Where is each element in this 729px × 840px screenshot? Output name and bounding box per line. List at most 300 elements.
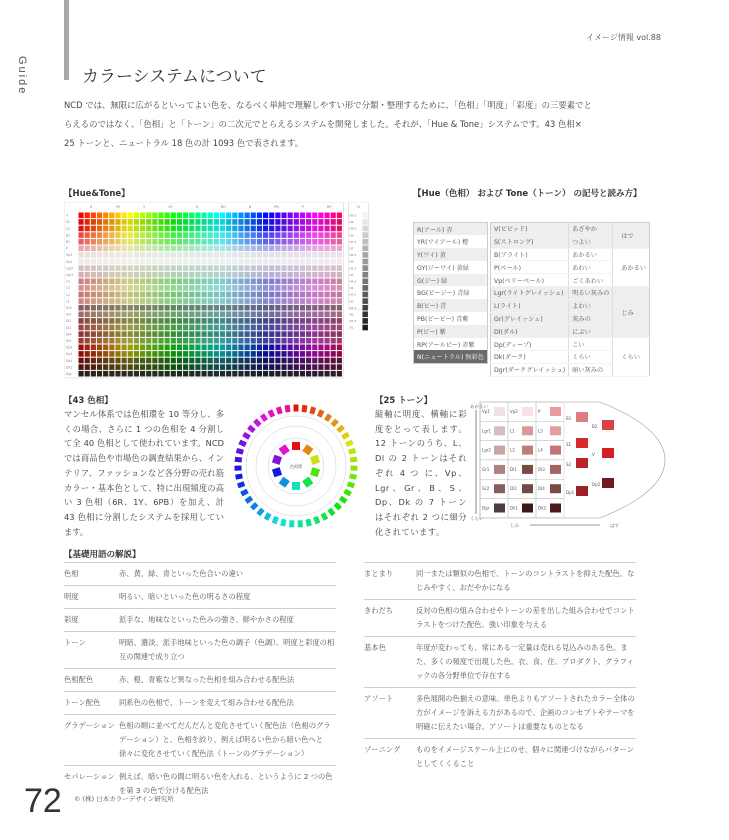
color-chip xyxy=(134,318,139,324)
color-chip xyxy=(165,226,170,232)
neutral-chip xyxy=(362,292,368,298)
color-chip xyxy=(79,338,84,344)
color-chip xyxy=(85,371,90,377)
tone-code: Dp(ディープ) xyxy=(491,338,569,351)
color-chip xyxy=(79,285,84,291)
color-chip xyxy=(325,364,330,370)
color-chip xyxy=(294,345,299,351)
color-chip xyxy=(115,305,120,311)
color-chip xyxy=(220,239,225,245)
color-chip xyxy=(257,252,262,258)
color-chip xyxy=(220,351,225,357)
color-chip xyxy=(318,358,323,364)
tone-reading: あわい xyxy=(569,261,613,274)
color-chip xyxy=(85,272,90,278)
color-chip xyxy=(208,213,213,219)
color-chip xyxy=(165,331,170,337)
tone-code: V(ビビッド) xyxy=(491,223,569,236)
color-chip xyxy=(97,292,102,298)
tone-cell-label: S2 xyxy=(566,462,572,467)
color-chip xyxy=(288,364,293,370)
color-chip xyxy=(306,285,311,291)
color-chip xyxy=(226,312,231,318)
color-chip xyxy=(331,371,336,377)
color-chip xyxy=(337,298,342,304)
color-chip xyxy=(325,272,330,278)
color-chip xyxy=(103,358,108,364)
color-chip xyxy=(269,318,274,324)
tone-row-label: Gr1 xyxy=(66,312,72,317)
color-chip xyxy=(245,351,250,357)
color-chip xyxy=(269,226,274,232)
color-chip xyxy=(134,292,139,298)
color-chip xyxy=(177,325,182,331)
color-chip xyxy=(281,364,286,370)
color-chip xyxy=(134,305,139,311)
color-chip xyxy=(312,331,317,337)
tone-cell-label: Dk2 xyxy=(538,505,546,511)
color-chip xyxy=(275,259,280,265)
color-chip xyxy=(288,265,293,271)
color-chip xyxy=(115,325,120,331)
color-chip xyxy=(294,298,299,304)
color-chip xyxy=(312,259,317,265)
term-description: 明るい、暗いといった色の明るさの程度 xyxy=(119,592,251,601)
color-chip xyxy=(122,325,127,331)
color-chip xyxy=(177,259,182,265)
color-chip xyxy=(195,226,200,232)
color-chip xyxy=(263,338,268,344)
color-chip xyxy=(103,213,108,219)
color-chip xyxy=(158,292,163,298)
color-chip xyxy=(294,364,299,370)
color-chip xyxy=(85,252,90,258)
color-chip xyxy=(109,305,114,311)
color-chip xyxy=(134,259,139,265)
color-chip xyxy=(122,364,127,370)
color-chip xyxy=(269,345,274,351)
tone-symbol-row xyxy=(491,338,650,351)
color-chip xyxy=(226,351,231,357)
color-chip xyxy=(312,252,317,258)
color-chip xyxy=(109,259,114,265)
color-chip xyxy=(263,272,268,278)
color-chip xyxy=(288,219,293,225)
color-chip xyxy=(220,252,225,258)
color-chip xyxy=(152,279,157,285)
color-chip xyxy=(294,292,299,298)
hues43-heading: 【43 色相】 xyxy=(64,396,113,406)
hue-chip xyxy=(245,496,254,504)
color-chip xyxy=(226,364,231,370)
color-chip xyxy=(189,351,194,357)
color-chip xyxy=(171,252,176,258)
color-chip xyxy=(318,226,323,232)
color-chip xyxy=(183,331,188,337)
neutral-label: N1 xyxy=(349,325,354,330)
color-chip xyxy=(306,232,311,238)
color-chip xyxy=(337,259,342,265)
term-name: 色相配色 xyxy=(64,675,94,684)
hue-chip xyxy=(313,516,320,524)
tone-swatch xyxy=(522,484,533,493)
color-chip xyxy=(122,312,127,318)
color-chip xyxy=(183,371,188,377)
axis-left-label: じみ xyxy=(510,524,519,528)
color-chip xyxy=(158,252,163,258)
color-chip xyxy=(202,351,207,357)
term-row xyxy=(64,691,336,714)
color-chip xyxy=(195,292,200,298)
color-chip xyxy=(109,265,114,271)
color-chip xyxy=(251,272,256,278)
color-chip xyxy=(325,305,330,311)
color-chip xyxy=(275,305,280,311)
color-chip xyxy=(294,331,299,337)
color-chip xyxy=(238,371,243,377)
tone-swatch xyxy=(522,465,533,474)
tone-cell-label: Dgr xyxy=(482,505,490,511)
color-chip xyxy=(79,226,84,232)
color-chip xyxy=(275,252,280,258)
color-chip xyxy=(140,351,145,357)
color-chip xyxy=(269,239,274,245)
color-chip xyxy=(226,232,231,238)
color-chip xyxy=(140,285,145,291)
color-chip xyxy=(306,338,311,344)
color-chip xyxy=(189,213,194,219)
term-name: きわだち xyxy=(364,606,394,615)
color-chip xyxy=(300,292,305,298)
tone-cell-label: Lgr1 xyxy=(482,428,491,434)
color-chip xyxy=(269,325,274,331)
color-chip xyxy=(337,364,342,370)
color-chip xyxy=(152,226,157,232)
color-chip xyxy=(325,331,330,337)
tone-reading: にぶい xyxy=(569,325,613,338)
tone-swatch xyxy=(522,504,533,513)
color-chip xyxy=(325,213,330,219)
hue-chip xyxy=(324,413,332,422)
color-chip xyxy=(128,226,133,232)
color-chip xyxy=(238,246,243,252)
color-chip xyxy=(232,371,237,377)
color-chip xyxy=(158,232,163,238)
color-chip xyxy=(152,331,157,337)
color-chip xyxy=(300,345,305,351)
color-chip xyxy=(189,325,194,331)
color-chip xyxy=(158,305,163,311)
color-chip xyxy=(269,371,274,377)
color-chip xyxy=(183,338,188,344)
hue-chip xyxy=(253,419,261,428)
color-chip xyxy=(158,338,163,344)
color-chip xyxy=(189,292,194,298)
color-chip xyxy=(226,325,231,331)
color-chip xyxy=(238,298,243,304)
color-chip xyxy=(300,213,305,219)
color-chip xyxy=(300,219,305,225)
hue-chip xyxy=(276,406,283,414)
color-chip xyxy=(171,331,176,337)
color-chip xyxy=(251,312,256,318)
color-chip xyxy=(306,265,311,271)
color-chip xyxy=(257,312,262,318)
color-chip xyxy=(226,338,231,344)
tone-row-label: Dk2 xyxy=(66,358,73,363)
color-chip xyxy=(208,298,213,304)
color-chip xyxy=(115,239,120,245)
color-chip xyxy=(158,259,163,265)
color-chip xyxy=(152,219,157,225)
color-chip xyxy=(220,246,225,252)
color-chip xyxy=(79,239,84,245)
hue-group-label: Y xyxy=(143,205,146,209)
color-chip xyxy=(214,265,219,271)
color-chip xyxy=(300,331,305,337)
color-chip xyxy=(325,226,330,232)
color-chip xyxy=(189,364,194,370)
color-chip xyxy=(312,345,317,351)
color-chip xyxy=(300,325,305,331)
color-chip xyxy=(158,345,163,351)
color-chip xyxy=(152,305,157,311)
color-chip xyxy=(91,272,96,278)
symbols-heading: 【Hue（色相） および Tone（トーン） の記号と読み方】 xyxy=(413,189,642,199)
hue-symbol-row xyxy=(414,312,488,325)
color-chip xyxy=(134,226,139,232)
term-name: 彩度 xyxy=(64,615,79,624)
hue-symbol-cell: PB(ピービー) 青紫 xyxy=(417,315,469,323)
hue-symbol-cell: YR(ワイアール) 橙 xyxy=(417,239,469,247)
color-chip xyxy=(115,219,120,225)
neutral-label: N9 xyxy=(349,220,354,225)
color-chip xyxy=(238,358,243,364)
color-chip xyxy=(318,338,323,344)
hue-symbol-table xyxy=(413,222,488,364)
color-chip xyxy=(269,272,274,278)
color-chip xyxy=(318,351,323,357)
color-chip xyxy=(85,305,90,311)
main-hue-chip xyxy=(302,444,313,455)
color-chip xyxy=(263,325,268,331)
color-chip xyxy=(189,279,194,285)
color-chip xyxy=(128,252,133,258)
term-description: 同系色の色相で、トーンを変えて組み合わせる配色法 xyxy=(119,698,294,707)
color-chip xyxy=(171,279,176,285)
color-chip xyxy=(288,325,293,331)
color-chip xyxy=(318,331,323,337)
color-chip xyxy=(220,358,225,364)
color-chip xyxy=(294,226,299,232)
color-chip xyxy=(103,246,108,252)
color-chip xyxy=(195,358,200,364)
neutral-label: N2 xyxy=(349,312,354,317)
color-chip xyxy=(294,252,299,258)
color-chip xyxy=(165,252,170,258)
color-chip xyxy=(214,213,219,219)
hue-group-label: RP xyxy=(326,205,332,209)
color-chip xyxy=(208,338,213,344)
color-chip xyxy=(177,371,182,377)
color-chip xyxy=(115,279,120,285)
tone-cell-label: L3 xyxy=(538,428,543,434)
color-chip xyxy=(189,298,194,304)
color-chip xyxy=(79,312,84,318)
neutral-chip xyxy=(362,232,368,238)
color-chip xyxy=(177,265,182,271)
color-chip xyxy=(208,325,213,331)
color-chip xyxy=(202,345,207,351)
tone-code: L(ライト) xyxy=(491,299,569,312)
color-chip xyxy=(245,246,250,252)
color-chip xyxy=(288,338,293,344)
color-chip xyxy=(152,338,157,344)
neutral-label: N3.5 xyxy=(349,292,357,297)
color-chip xyxy=(281,259,286,265)
color-chip xyxy=(152,364,157,370)
color-chip xyxy=(300,259,305,265)
color-chip xyxy=(85,351,90,357)
axis-right-label: はで xyxy=(610,524,619,528)
color-chip xyxy=(251,345,256,351)
color-chip xyxy=(281,298,286,304)
tone-reading: あざやか xyxy=(569,223,613,236)
color-chip xyxy=(171,272,176,278)
color-chip xyxy=(103,259,108,265)
color-chip xyxy=(312,246,317,252)
color-chip xyxy=(79,219,84,225)
color-chip xyxy=(288,298,293,304)
color-chip xyxy=(128,259,133,265)
color-chip xyxy=(232,345,237,351)
color-chip xyxy=(183,226,188,232)
tone-row-label: Dk1 xyxy=(66,365,73,370)
color-chip xyxy=(232,331,237,337)
color-chip xyxy=(103,364,108,370)
color-chip xyxy=(220,292,225,298)
color-chip xyxy=(208,265,213,271)
color-chip xyxy=(214,279,219,285)
color-chip xyxy=(177,338,182,344)
color-chip xyxy=(275,371,280,377)
color-chip xyxy=(195,246,200,252)
tone-cell-label: Gr1 xyxy=(482,466,490,472)
color-chip xyxy=(275,331,280,337)
color-chip xyxy=(288,279,293,285)
color-chip xyxy=(202,279,207,285)
color-chip xyxy=(103,292,108,298)
tone-swatch xyxy=(494,465,505,474)
term-description: 年度が変わっても、常にある一定量は売れる見込みのある色。また、多くの頻度で出現した色。衣、食、住、プロダクト、グラフィックの各分野単位で存在する xyxy=(416,643,634,680)
tone-row-label: P xyxy=(66,246,68,251)
color-chip xyxy=(245,239,250,245)
color-chip xyxy=(140,371,145,377)
color-chip xyxy=(318,298,323,304)
hue-chip xyxy=(350,465,357,470)
color-chip xyxy=(85,345,90,351)
color-chip xyxy=(331,213,336,219)
color-chip xyxy=(122,279,127,285)
color-chip xyxy=(251,318,256,324)
color-chip xyxy=(202,259,207,265)
neutral-label: N5 xyxy=(349,272,354,277)
tone-cell-label: V xyxy=(592,452,595,457)
color-chip xyxy=(122,331,127,337)
color-chip xyxy=(337,272,342,278)
color-chip xyxy=(263,312,268,318)
color-chip xyxy=(91,331,96,337)
color-chip xyxy=(288,285,293,291)
color-chip xyxy=(257,259,262,265)
color-chip xyxy=(263,305,268,311)
color-chip xyxy=(91,318,96,324)
color-chip xyxy=(331,226,336,232)
color-chip xyxy=(85,325,90,331)
color-chip xyxy=(109,325,114,331)
color-chip xyxy=(294,259,299,265)
color-chip xyxy=(269,232,274,238)
term-description: 同一または類似の色相で、トーンのコントラストを抑えた配色。なじみやすく、おだやかになる xyxy=(416,569,635,592)
color-chip xyxy=(146,345,151,351)
color-chip xyxy=(312,226,317,232)
color-chip xyxy=(251,298,256,304)
color-chip xyxy=(318,219,323,225)
color-chip xyxy=(202,292,207,298)
color-chip xyxy=(128,371,133,377)
color-chip xyxy=(195,371,200,377)
color-chip xyxy=(269,259,274,265)
color-chip xyxy=(251,279,256,285)
tone-cell-label: Vp2 xyxy=(510,409,518,414)
color-chip xyxy=(109,338,114,344)
color-chip xyxy=(251,246,256,252)
color-chip xyxy=(195,265,200,271)
color-chip xyxy=(331,265,336,271)
color-chip xyxy=(257,272,262,278)
color-chip xyxy=(306,345,311,351)
tone-code: P(ペール) xyxy=(491,261,569,274)
color-chip xyxy=(312,318,317,324)
neutral-chip xyxy=(362,265,368,271)
color-chip xyxy=(257,219,262,225)
color-chip xyxy=(134,213,139,219)
color-chip xyxy=(288,292,293,298)
color-chip xyxy=(165,305,170,311)
color-chip xyxy=(171,232,176,238)
color-chip xyxy=(146,285,151,291)
color-chip xyxy=(109,219,114,225)
color-chip xyxy=(134,325,139,331)
color-chip xyxy=(288,358,293,364)
hue-group-label: B xyxy=(248,205,252,209)
color-chip xyxy=(97,331,102,337)
color-chip xyxy=(325,358,330,364)
color-chip xyxy=(171,325,176,331)
color-chip xyxy=(331,298,336,304)
color-chip xyxy=(208,259,213,265)
hue-group-label: G xyxy=(195,205,199,209)
color-chip xyxy=(238,325,243,331)
hue-group-label: GY xyxy=(168,205,173,209)
color-chip xyxy=(79,325,84,331)
color-chip xyxy=(318,371,323,377)
color-chip xyxy=(109,272,114,278)
color-chip xyxy=(269,331,274,337)
color-chip xyxy=(195,351,200,357)
color-chip xyxy=(140,338,145,344)
color-chip xyxy=(91,226,96,232)
